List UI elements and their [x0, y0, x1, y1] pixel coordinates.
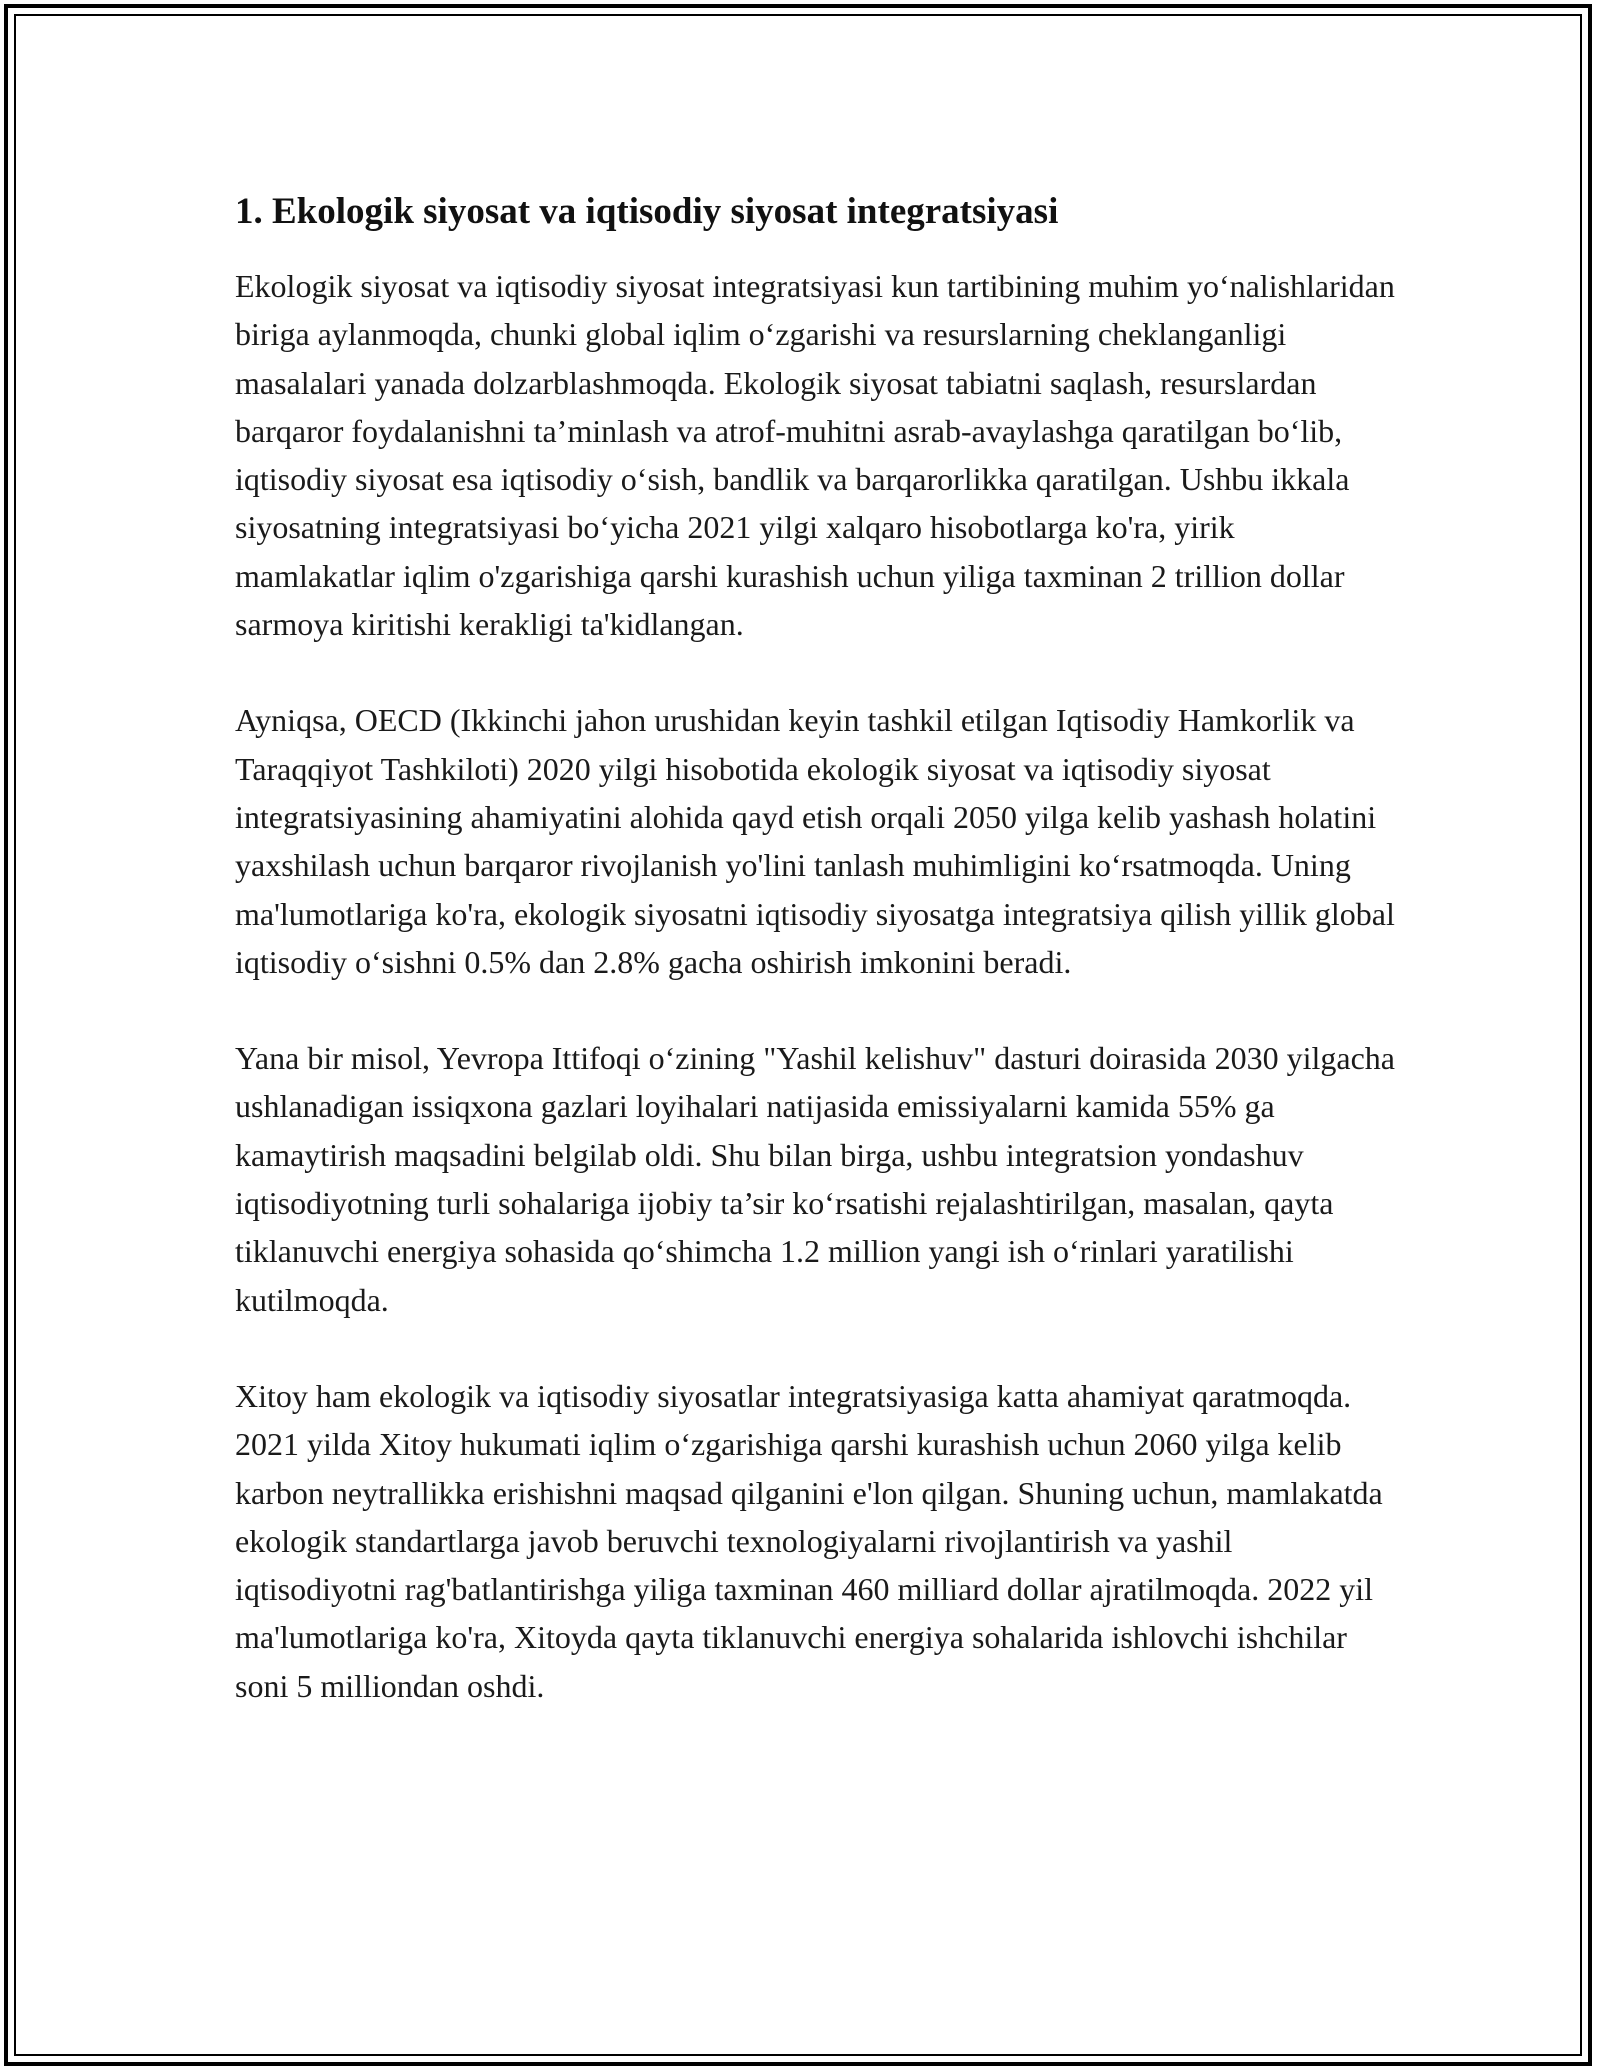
paragraph-3: Yana bir misol, Yevropa Ittifoqi o‘zining "Yashil kelishuv" dasturi doirasida 2030 yilgacha ushlanadigan issiqxona gazlari loyihalari natijasida emissiyalarni kamida 55% ga kamaytirish maqsadini belgilab oldi. Shu bilan birga, ushbu integratsion yondashuv iqtisodiyotning turli sohalariga ijobiy ta’sir ko‘rsatishi rejalashtirilgan, masalan, qayta tiklanuvchi energiya sohasida qo‘shimcha 1.2 million yangi ish o‘rinlari yaratilishi kutilmoqda. — [235, 1040, 1395, 1318]
paragraph-1: Ekologik siyosat va iqtisodiy siyosat integratsiyasi kun tartibining muhim yo‘nalishlaridan biriga aylanmoqda, chunki global iqlim o‘zgarishi va resurslarning cheklanganligi masalalari yanada dolzarblashmoqda. Ekologik siyosat tabiatni saqlash, resurslardan barqaror foydalanishni ta’minlash va atrof-muhitni asrab-avaylashga qaratilgan bo‘lib, iqtisodiy siyosat esa iqtisodiy o‘sish, bandlik va barqarorlikka qaratilgan. Ushbu ikkala siyosatning integratsiyasi bo‘yicha 2021 yilgi xalqaro hisobotlarga ko'ra, yirik mamlakatlar iqlim o'zgarishiga qarshi kurashish uchun yiliga taxminan 2 trillion dollar sarmoya kiritishi kerakligi ta'kidlangan. — [235, 268, 1395, 643]
paragraph-2: Ayniqsa, OECD (Ikkinchi jahon urushidan keyin tashkil etilgan Iqtisodiy Hamkorlik va Taraqqiyot Tashkiloti) 2020 yilgi hisobotida ekologik siyosat va iqtisodiy siyosat integratsiyasining ahamiyatini alohida qayd etish orqali 2050 yilga kelib yashash holatini yaxshilash uchun barqaror rivojlanish yo'lini tanlash muhimligini ko‘rsatmoqda. Uning ma'lumotlariga ko'ra, ekologik siyosatni iqtisodiy siyosatga integratsiya qilish yillik global iqtisodiy o‘sishni 0.5% dan 2.8% gacha oshirish imkonini beradi. — [235, 702, 1395, 980]
paragraph-4: Xitoy ham ekologik va iqtisodiy siyosatlar integratsiyasiga katta ahamiyat qaratmoqda. 2021 yilda Xitoy hukumati iqlim o‘zgarishiga qarshi kurashish uchun 2060 yilga kelib karbon neytrallikka erishishni maqsad qilganini e'lon qilgan. Shuning uchun, mamlakatda ekologik standartlarga javob beruvchi texnologiyalarni rivojlantirish va yashil iqtisodiyotni rag'batlantirishga yiliga taxminan 460 milliard dollar ajratilmoqda. 2022 yil ma'lumotlariga ko'ra, Xitoyda qayta tiklanuvchi energiya sohalarida ishlovchi ishchilar soni 5 milliondan oshdi. — [235, 1377, 1383, 1704]
section-heading: 1. Ekologik siyosat va iqtisodiy siyosat integratsiyasi — [235, 191, 1059, 232]
document-body — [235, 186, 1395, 1758]
